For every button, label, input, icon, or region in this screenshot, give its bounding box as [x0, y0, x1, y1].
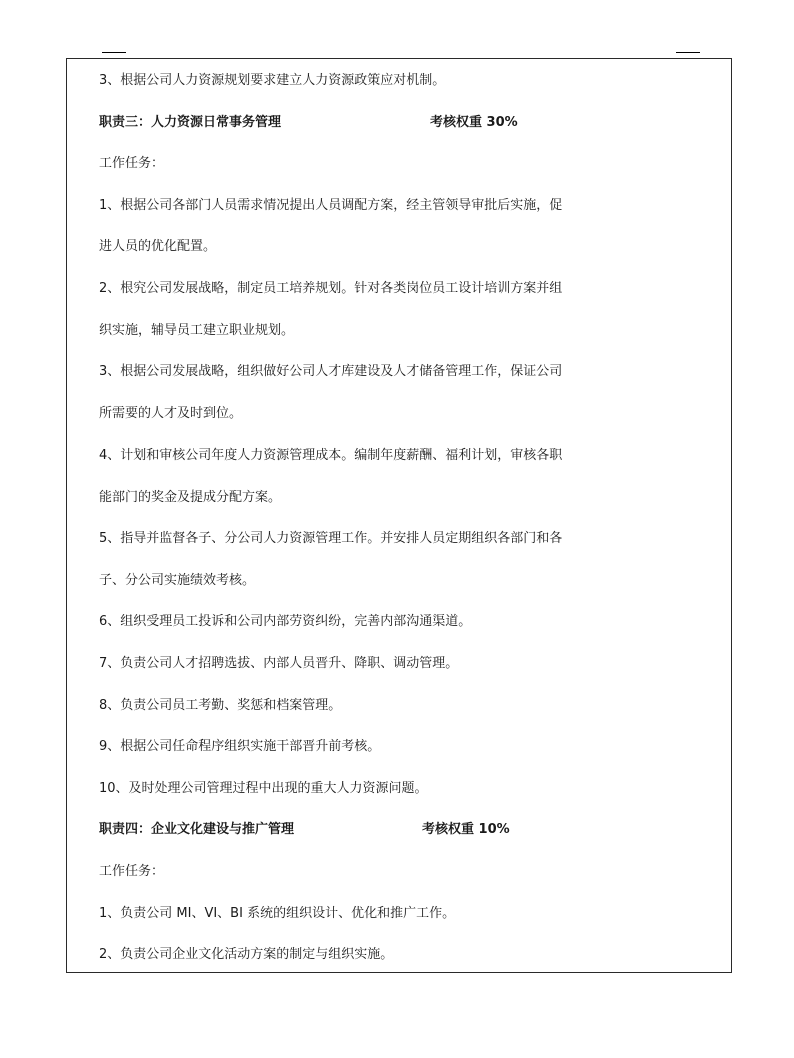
text-line: 6、组织受理员工投诉和公司内部劳资纠纷，完善内部沟通渠道。 [99, 614, 472, 629]
text-line: 9、根据公司任命程序组织实施干部晋升前考核。 [99, 739, 381, 754]
text-line: 2、根究公司发展战略，制定员工培养规划。针对各类岗位员工设计培训方案并组 [99, 281, 563, 296]
text-line: 1、负责公司 MI、VI、BI 系统的组织设计、优化和推广工作。 [99, 906, 456, 921]
crop-mark-right [676, 52, 700, 53]
text-line: 能部门的奖金及提成分配方案。 [99, 490, 282, 505]
duty4-weight: 考核权重 10% [422, 822, 510, 837]
text-line: 4、计划和审核公司年度人力资源管理成本。编制年度薪酬、福利计划，审核各职 [99, 448, 563, 463]
text-line: 所需要的人才及时到位。 [99, 406, 243, 421]
text-line: 进人员的优化配置。 [99, 239, 217, 254]
text-line: 2、负责公司企业文化活动方案的制定与组织实施。 [99, 947, 394, 962]
text-line: 3、根据公司人力资源规划要求建立人力资源政策应对机制。 [99, 73, 446, 88]
text-line: 3、根据公司发展战略，组织做好公司人才库建设及人才储备管理工作，保证公司 [99, 364, 563, 379]
text-line: 5、指导并监督各子、分公司人力资源管理工作。并安排人员定期组织各部门和各 [99, 531, 563, 546]
duty3-title: 职责三：人力资源日常事务管理 [99, 115, 282, 130]
text-line: 子、分公司实施绩效考核。 [99, 573, 256, 588]
text-line: 8、负责公司员工考勤、奖惩和档案管理。 [99, 698, 342, 713]
duty4-title: 职责四：企业文化建设与推广管理 [99, 822, 295, 837]
crop-mark-left [102, 52, 126, 53]
text-line: 织实施，辅导员工建立职业规划。 [99, 323, 295, 338]
text-line: 1、根据公司各部门人员需求情况提出人员调配方案，经主管领导审批后实施，促 [99, 198, 563, 213]
text-line: 10、及时处理公司管理过程中出现的重大人力资源问题。 [99, 781, 428, 796]
text-line: 工作任务： [99, 156, 165, 171]
text-line: 工作任务： [99, 864, 165, 879]
duty3-weight: 考核权重 30% [430, 115, 518, 130]
text-line: 7、负责公司人才招聘选拔、内部人员晋升、降职、调动管理。 [99, 656, 459, 671]
